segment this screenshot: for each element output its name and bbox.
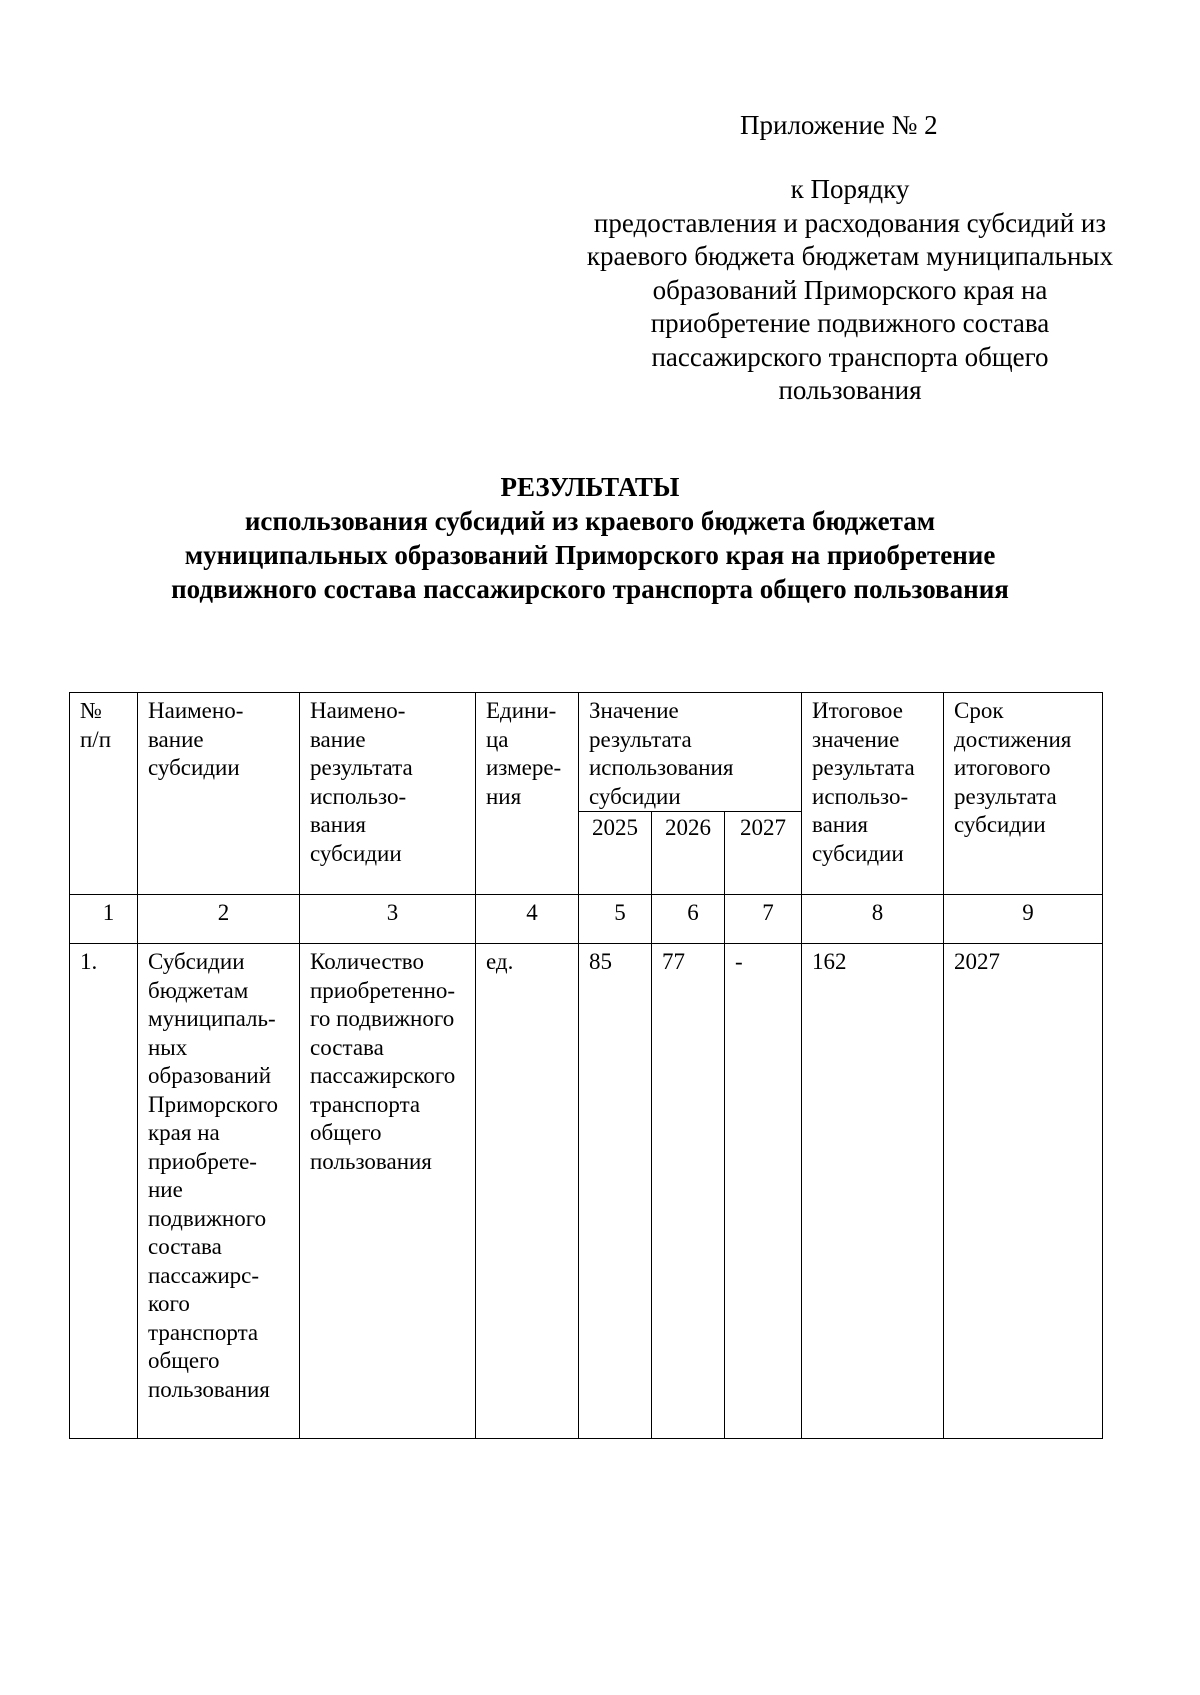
column-number: 9 [944,895,1103,944]
appendix-reference-line: краевого бюджета бюджетам муниципальных [586,241,1114,271]
results-table [69,692,1103,1439]
appendix-reference-line: пользования [778,375,922,405]
row-final-value: 162 [802,944,944,1439]
row-result-name: Количество приобретенно- го подвижного состава пассажирского транспорта общего пользования [300,944,476,1439]
document-title-line: подвижного состава пассажирского транспорта общего пользования [171,574,1009,604]
header-subsidy-name: Наимено- вание субсидии [138,693,300,895]
column-number: 1 [70,895,138,944]
header-year-2026: 2026 [652,812,725,895]
column-numbers-row [70,895,1103,944]
header-deadline: Срок достижения итогового результата субсидии [944,693,1103,895]
header-num: № п/п [70,693,138,895]
column-number: 6 [652,895,725,944]
appendix-reference-line: образований Приморского края на [652,274,1048,305]
row-value-2026: 77 [652,944,725,1439]
column-number: 2 [138,895,300,944]
appendix-reference-line: пассажирского транспорта общего [651,341,1049,372]
row-value-2025: 85 [579,944,652,1439]
column-number: 3 [300,895,476,944]
table-row [70,944,1103,1439]
header-year-2027: 2027 [725,812,802,895]
header-result-name: Наимено- вание результата использо- вания субсидии [300,693,476,895]
column-number: 4 [476,895,579,944]
row-value-2027: - [725,944,802,1439]
header-value-group: Значение результата использования субсидии [579,693,802,812]
column-number: 5 [579,895,652,944]
document-title [60,470,1120,606]
column-number: 7 [725,895,802,944]
document-title-line: РЕЗУЛЬТАТЫ [500,472,680,502]
appendix-reference-line: приобретение подвижного состава [650,308,1050,338]
document-title-line: использования субсидий из краевого бюджета бюджетам [244,506,936,536]
appendix-number: Приложение № 2 [740,110,938,140]
header-final-value: Итоговое значение результата использо- вания субсидии [802,693,944,895]
row-num: 1. [70,944,138,1439]
document-title-line: муниципальных образований Приморского края на приобретение [184,540,996,570]
appendix-reference-line: к Порядку [790,174,910,204]
row-subsidy-name: Субсидии бюджетам муниципаль- ных образований Приморского края на приобрете- ние подвижного состава пассажирс- кого транспорта общего пользования [138,944,300,1439]
row-deadline: 2027 [944,944,1103,1439]
appendix-reference [560,173,1140,408]
header-year-2025: 2025 [579,812,652,895]
header-unit: Едини- ца измере- ния [476,693,579,895]
table-header-row [70,693,1103,812]
appendix-reference-line: предоставления и расходования субсидий из [593,207,1107,238]
row-unit: ед. [476,944,579,1439]
column-number: 8 [802,895,944,944]
